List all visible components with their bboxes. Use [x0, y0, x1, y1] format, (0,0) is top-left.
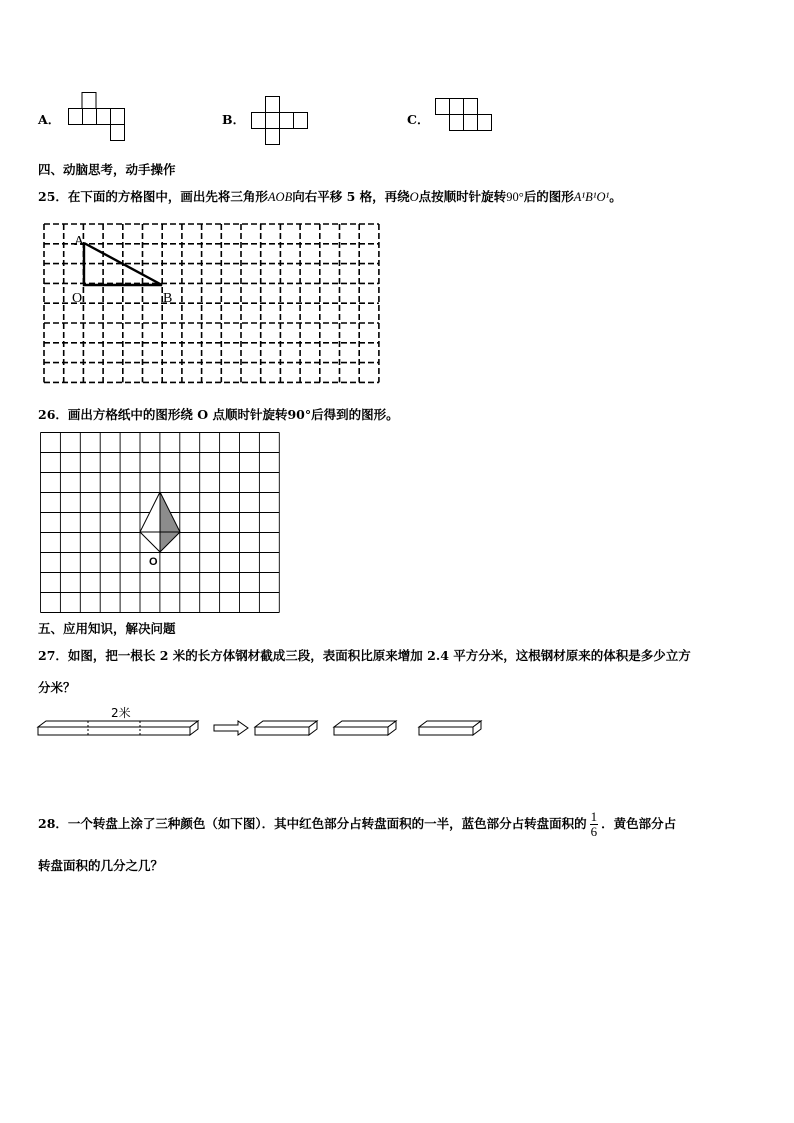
option-a-net	[68, 92, 128, 144]
question-27-line2: 分米？	[38, 680, 76, 695]
q25-text-mid2: 点按顺时针旋转	[418, 189, 507, 204]
q28-fraction-numerator: 1	[590, 809, 598, 824]
q25-text-post: 后的图形	[523, 189, 574, 204]
q27-length-label: 2米	[111, 706, 131, 720]
option-b-net	[251, 96, 311, 148]
q28-text-pre: 28．一个转盘上涂了三种颜色（如下图）．其中红色部分占转盘面积的一半，蓝色部分占转盘面积的	[38, 816, 587, 831]
long-steel-bar	[38, 721, 198, 735]
question-26-text: 26．画出方格纸中的图形绕 O 点顺时针旋转90°后得到的图形。	[38, 407, 399, 422]
question-28-line2: 转盘面积的几分之几？	[38, 858, 164, 873]
option-c-label: C．	[407, 112, 430, 127]
q25-number: 25．	[38, 189, 68, 204]
arrow-icon	[214, 721, 248, 735]
q25-label-o: O	[72, 291, 83, 306]
q25-text-end: 。	[609, 189, 622, 204]
steel-piece-2	[334, 721, 396, 735]
q25-math-aob: AOB	[267, 190, 293, 204]
q25-math-o: O	[409, 190, 419, 204]
q28-text-post: ．黄色部分占	[601, 816, 677, 831]
steel-piece-1	[255, 721, 317, 735]
q25-label-b: B	[163, 291, 173, 306]
q27-steel-bar-diagram	[38, 704, 488, 744]
option-c-net	[435, 98, 495, 138]
q25-math-figure: A¹B¹O¹	[573, 190, 610, 204]
q26-grid	[40, 432, 282, 614]
q25-text-pre: 在下面的方格图中，画出先将三角形	[67, 189, 268, 204]
question-28-line1	[38, 810, 676, 839]
q25-text-mid: 向右平移 5 格，再绕	[292, 189, 410, 204]
option-b-label: B．	[222, 112, 246, 127]
q26-kite-figure	[140, 492, 180, 552]
q28-fraction-denominator: 6	[590, 824, 598, 839]
option-a-label: A．	[38, 112, 61, 127]
section-5-heading: 五、应用知识，解决问题	[38, 621, 176, 636]
question-25-text	[38, 187, 622, 205]
section-4-heading: 四、动脑思考，动手操作	[38, 162, 176, 177]
q26-label-o: O	[149, 556, 158, 568]
q25-dashed-grid	[42, 224, 382, 386]
question-27-line1: 27．如图，把一根长 2 米的长方体钢材截成三段，表面积比原来增加 2.4 平方分米，这根钢材原来的体积是多少立方	[38, 648, 691, 663]
steel-piece-3	[419, 721, 481, 735]
q25-degree: 90°	[506, 190, 524, 204]
q25-label-a: A	[74, 234, 85, 249]
q28-fraction	[590, 810, 599, 839]
